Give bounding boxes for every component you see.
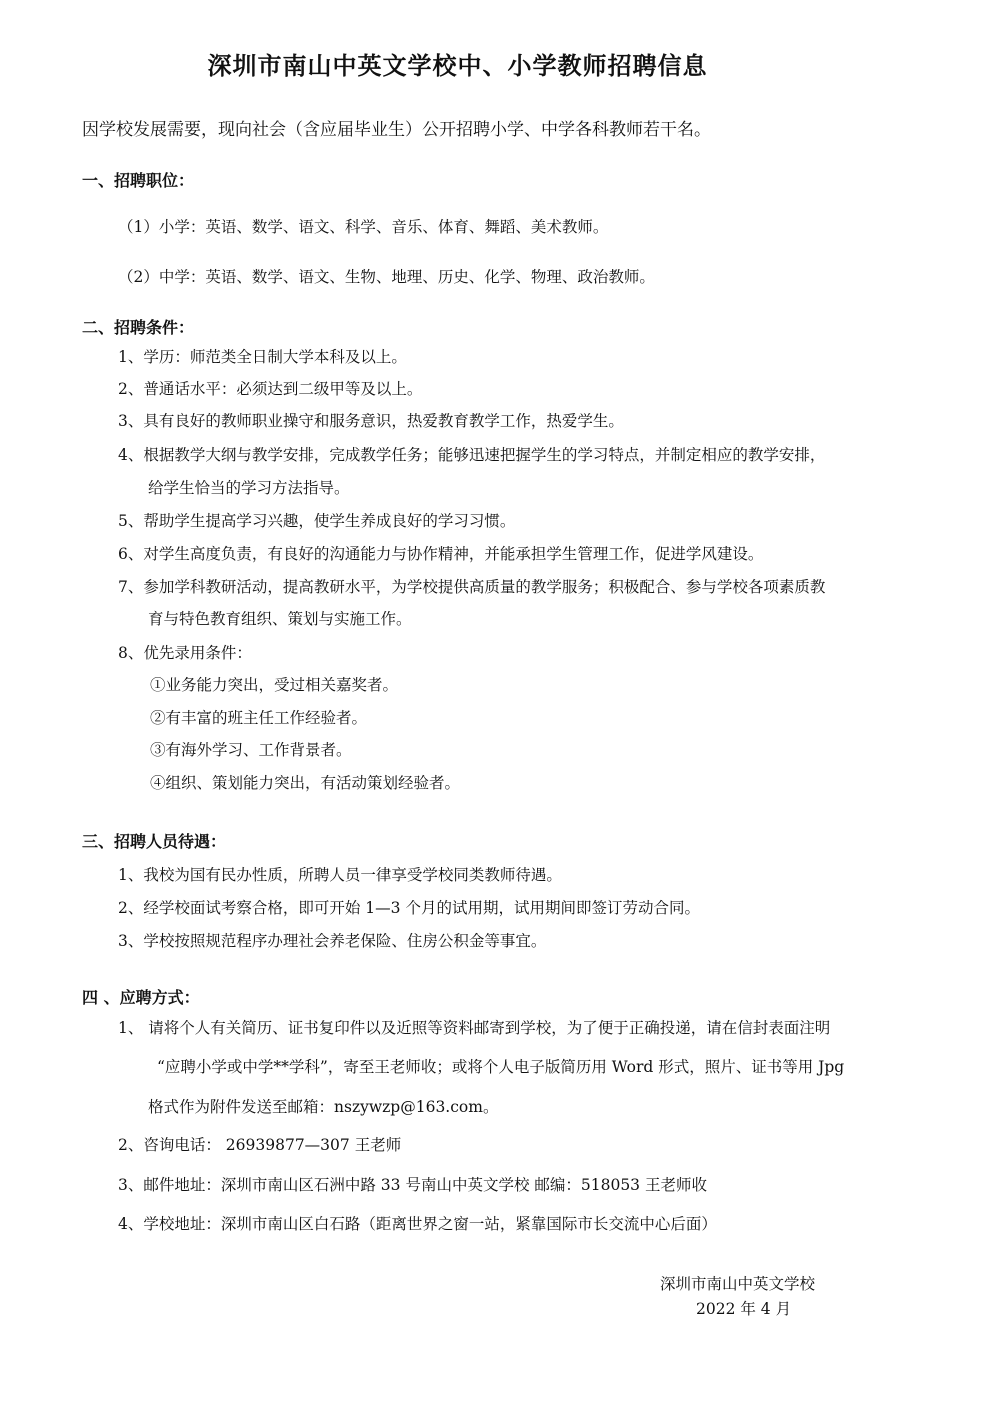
requirement-item: 1、学历：师范类全日制大学本科及以上。 [118,348,407,366]
requirement-item: 8、优先录用条件： [118,644,252,662]
position-secondary: （2）中学：英语、数学、语文、生物、地理、历史、化学、物理、政治教师。 [118,268,655,286]
application-item: 1、 请将个人有关简历、证书复印件以及近照等资料邮寄到学校，为了便于正确投递，请在信封表面注明 [118,1019,831,1037]
priority-condition: ④组织、策划能力突出，有活动策划经验者。 [150,774,461,792]
position-primary: （1）小学：英语、数学、语文、科学、音乐、体育、舞蹈、美术教师。 [118,218,609,236]
requirement-item-continued: 育与特色教育组织、策划与实施工作。 [148,610,412,628]
section-heading-benefits: 三、招聘人员待遇： [82,832,227,851]
requirement-item: 3、具有良好的教师职业操守和服务意识，热爱教育教学工作，热爱学生。 [118,412,624,430]
signature-date: 2022 年 4 月 [696,1300,792,1318]
section-heading-positions: 一、招聘职位： [82,171,195,190]
mailing-address: 3、邮件地址：深圳市南山区石洲中路 33 号南山中英文学校 邮编：518053 王老师收 [118,1176,707,1194]
section-heading-application: 四 、应聘方式： [82,988,200,1007]
benefit-item: 3、学校按照规范程序办理社会养老保险、住房公积金等事宜。 [118,932,547,950]
requirement-item: 4、根据教学大纲与教学安排，完成教学任务；能够迅速把握学生的学习特点，并制定相应的教学安排， [118,446,826,464]
page-title: 深圳市南山中英文学校中、小学教师招聘信息 [207,52,708,80]
requirement-item: 7、参加学科教研活动，提高教研水平，为学校提供高质量的教学服务；积极配合、参与学校各项素质教 [118,578,826,596]
requirement-item: 6、对学生高度负责，有良好的沟通能力与协作精神，并能承担学生管理工作，促进学风建设。 [118,545,764,563]
requirement-item: 2、普通话水平：必须达到二级甲等及以上。 [118,380,423,398]
requirement-item: 5、帮助学生提高学习兴趣，使学生养成良好的学习习惯。 [118,512,516,530]
intro-paragraph: 因学校发展需要，现向社会（含应届毕业生）公开招聘小学、中学各科教师若干名。 [82,120,711,140]
contact-phone: 2、咨询电话： 26939877—307 王老师 [118,1136,402,1154]
signature-org: 深圳市南山中英文学校 [660,1275,816,1293]
priority-condition: ②有丰富的班主任工作经验者。 [150,709,368,727]
requirement-item-continued: 给学生恰当的学习方法指导。 [148,479,350,497]
application-item-continued: 格式作为附件发送至邮箱：nszywzp@163.com。 [148,1098,499,1116]
section-heading-requirements: 二、招聘条件： [82,318,195,337]
school-address: 4、学校地址：深圳市南山区白石路（距离世界之窗一站，紧靠国际市长交流中心后面） [118,1215,717,1233]
benefit-item: 2、经学校面试考察合格，即可开始 1—3 个月的试用期，试用期间即签订劳动合同。 [118,899,700,917]
priority-condition: ③有海外学习、工作背景者。 [150,741,352,759]
application-item-continued: “应聘小学或中学**学科”，寄至王老师收；或将个人电子版简历用 Word 形式，照片、证书等用 Jpg [157,1058,845,1076]
benefit-item: 1、我校为国有民办性质，所聘人员一律享受学校同类教师待遇。 [118,866,562,884]
priority-condition: ①业务能力突出，受过相关嘉奖者。 [150,676,399,694]
